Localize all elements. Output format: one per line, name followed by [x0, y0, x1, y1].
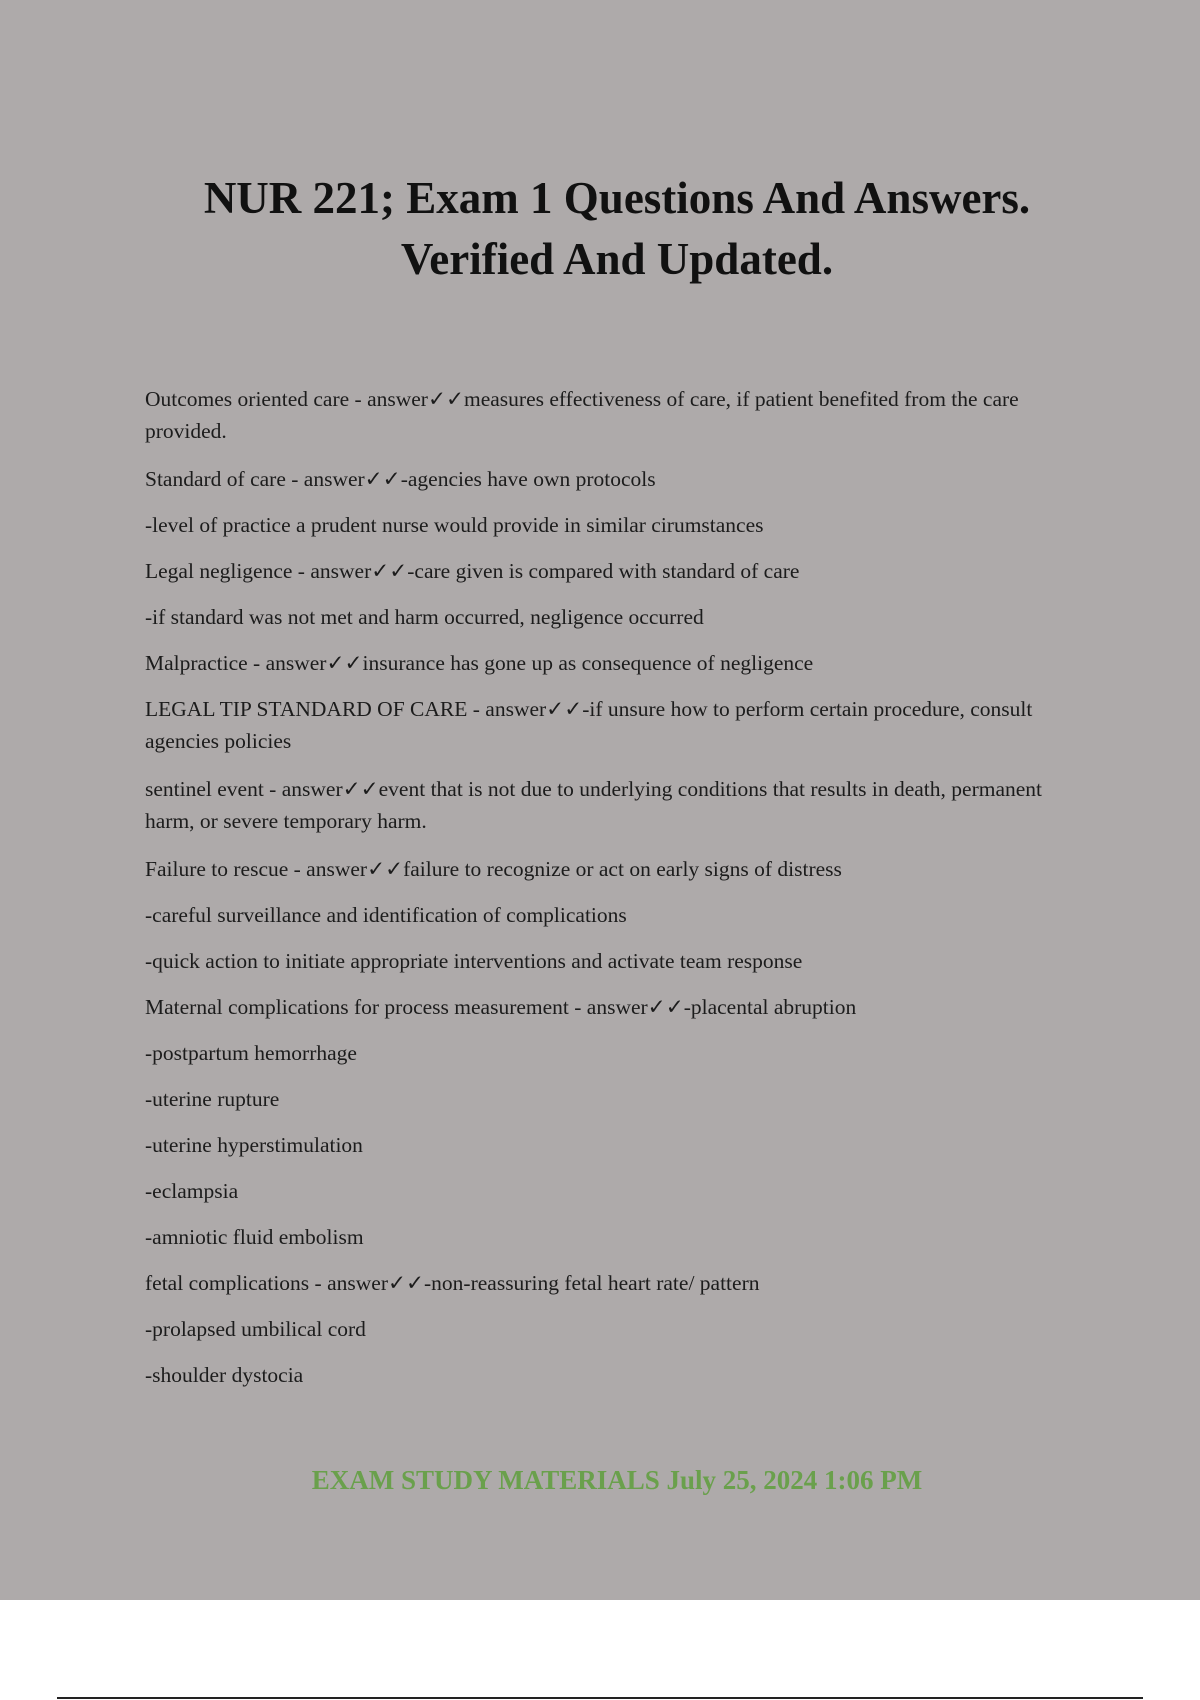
qa-entry: Standard of care - answer✓✓-agencies have own protocols — [145, 467, 656, 491]
qa-entry: Failure to rescue - answer✓✓failure to recognize or act on early signs of distress — [145, 857, 842, 881]
qa-entry: LEGAL TIP STANDARD OF CARE - answer✓✓-if unsure how to perform certain procedure, consult agencies policies — [145, 697, 1033, 753]
qa-entry: -quick action to initiate appropriate interventions and activate team response — [145, 949, 803, 973]
qa-entry: -amniotic fluid embolism — [145, 1225, 364, 1249]
qa-entry: -level of practice a prudent nurse would provide in similar cirumstances — [145, 513, 764, 537]
qa-entry: -if standard was not met and harm occurred, negligence occurred — [145, 605, 704, 629]
qa-entry: -uterine rupture — [145, 1087, 280, 1111]
qa-entry: Outcomes oriented care - answer✓✓measures effectiveness of care, if patient benefited from the care provided. — [145, 387, 1019, 443]
qa-entry-list — [145, 383, 1090, 1405]
qa-entry: -postpartum hemorrhage — [145, 1041, 357, 1065]
page-divider — [57, 1697, 1143, 1699]
qa-entry: -prolapsed umbilical cord — [145, 1317, 366, 1341]
title-line-1: NUR 221; Exam 1 Questions And Answers. — [203, 173, 1031, 223]
title-line-2: Verified And Updated. — [400, 234, 834, 284]
qa-entry: Maternal complications for process measurement - answer✓✓-placental abruption — [145, 995, 857, 1019]
qa-entry: -shoulder dystocia — [145, 1363, 304, 1387]
study-materials-stamp: EXAM STUDY MATERIALS July 25, 2024 1:06 PM — [311, 1465, 923, 1495]
qa-entry: -uterine hyperstimulation — [145, 1133, 363, 1157]
qa-entry: fetal complications - answer✓✓-non-reassuring fetal heart rate/ pattern — [145, 1271, 760, 1295]
qa-entry: sentinel event - answer✓✓event that is not due to underlying conditions that results in death, permanent harm, or severe temporary harm. — [145, 777, 1043, 833]
qa-entry: Legal negligence - answer✓✓-care given is compared with standard of care — [145, 559, 800, 583]
qa-entry: -careful surveillance and identification of complications — [145, 903, 627, 927]
document-title — [0, 168, 1200, 290]
qa-entry: Malpractice - answer✓✓insurance has gone up as consequence of negligence — [145, 651, 814, 675]
qa-entry: -eclampsia — [145, 1179, 239, 1203]
